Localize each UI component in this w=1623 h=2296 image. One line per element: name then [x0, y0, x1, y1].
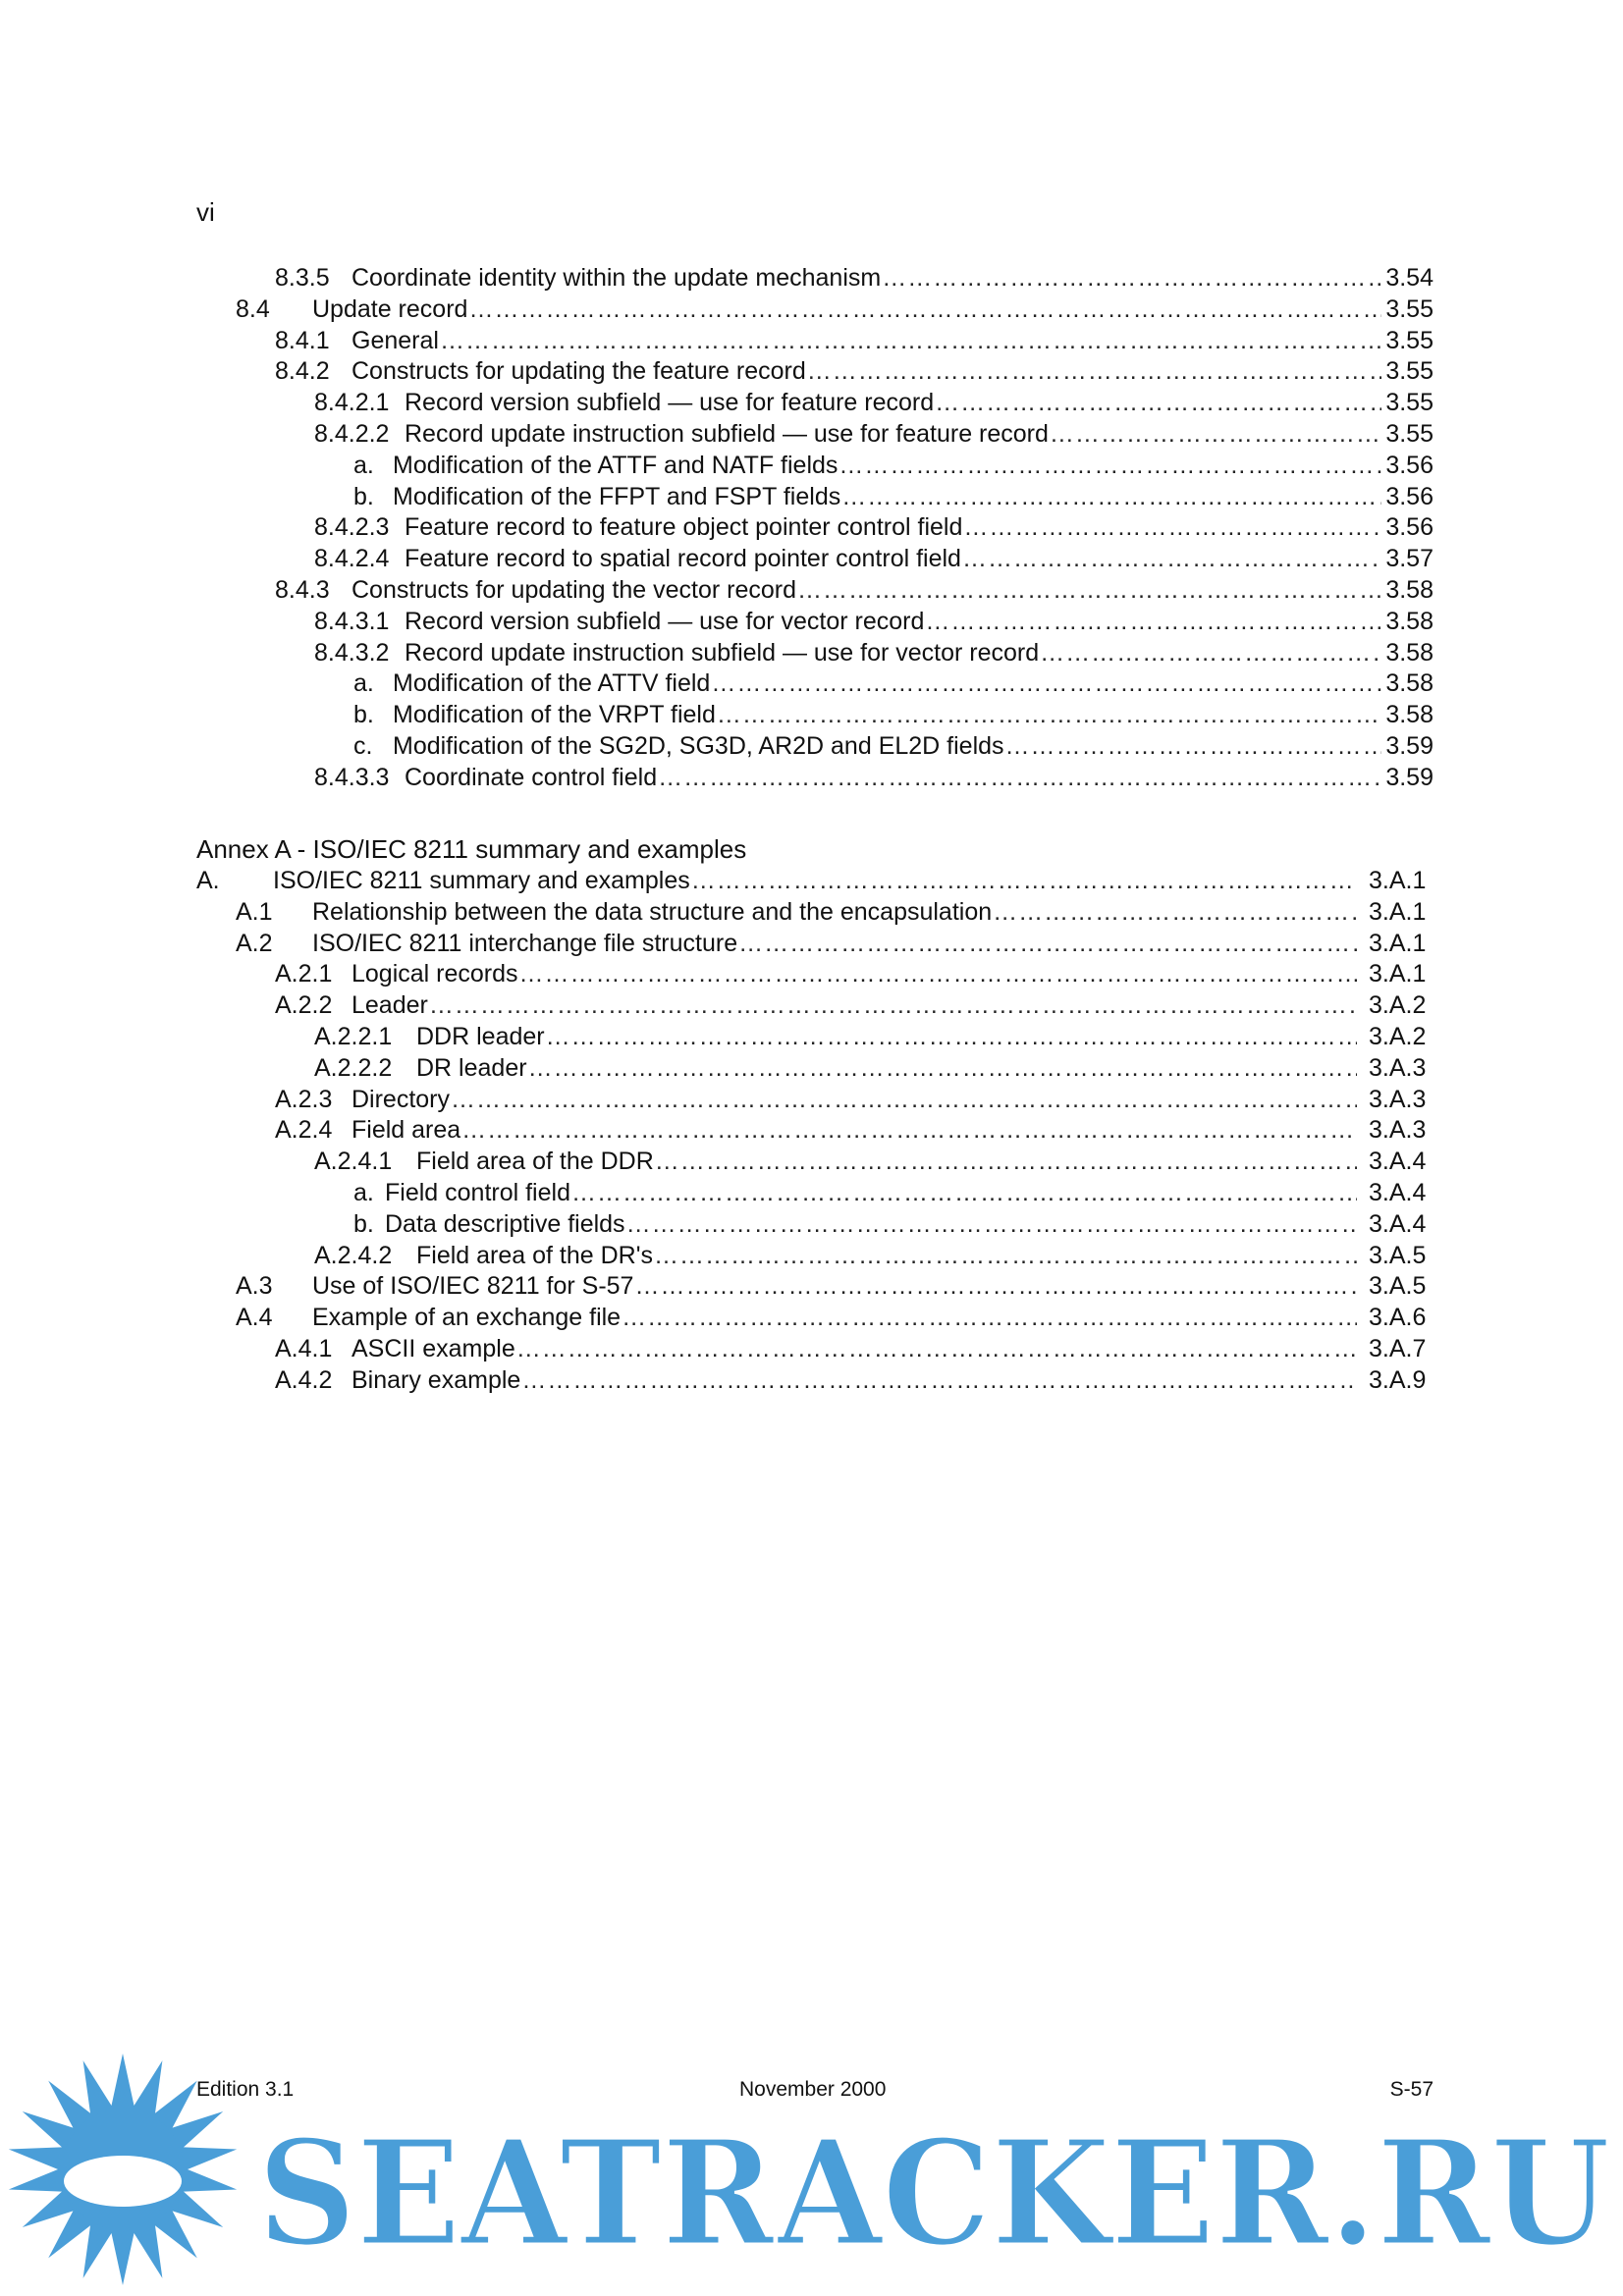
toc-entry-page: 3.54 — [1385, 264, 1434, 292]
toc-entry-title: Data descriptive fields — [385, 1209, 625, 1238]
toc-entry-number: a. — [353, 451, 374, 479]
toc-entry — [196, 1115, 1434, 1147]
toc-entry-title: ASCII example — [352, 1334, 515, 1362]
toc-entry — [196, 419, 1434, 451]
toc-entry-title: Field area of the DDR — [416, 1148, 654, 1176]
toc-entry-number: A.2.2.1 — [314, 1022, 393, 1050]
toc-entry-number: 8.4.3 — [275, 575, 330, 604]
toc-entry-page: 3.A.3 — [1369, 1085, 1427, 1113]
toc-entry — [196, 575, 1434, 607]
toc-entry — [196, 1303, 1434, 1334]
toc-entry-number: b. — [353, 701, 374, 729]
toc-dot-leader — [797, 575, 1381, 607]
toc-entry — [196, 1209, 1434, 1241]
toc-entry — [196, 1365, 1434, 1397]
toc-entry-page: 3.56 — [1385, 482, 1434, 510]
toc-entry — [196, 544, 1434, 575]
toc-dot-leader — [962, 544, 1381, 575]
toc-dot-leader — [1050, 419, 1381, 451]
toc-entry-page: 3.59 — [1385, 731, 1434, 760]
toc-entry-page: 3.A.7 — [1369, 1334, 1427, 1362]
toc-dot-leader — [1040, 638, 1381, 669]
toc-dot-leader — [634, 1271, 1357, 1303]
toc-entry-number: 8.4.1 — [275, 326, 330, 354]
toc-dot-leader — [429, 990, 1357, 1022]
toc-entry — [196, 1022, 1434, 1053]
seatracker-watermark — [0, 2052, 1623, 2296]
toc-entry-number: A.4 — [236, 1304, 273, 1332]
toc-entry-title: Binary example — [352, 1365, 521, 1394]
toc-dot-leader — [626, 1209, 1357, 1241]
toc-entry-number: 8.4.2 — [275, 357, 330, 386]
toc-entry-number: A.1 — [236, 897, 273, 926]
toc-entry-page: 3.55 — [1385, 419, 1434, 448]
toc-entry — [196, 1178, 1434, 1209]
watermark-text: SEATRACKER.RU — [257, 2108, 1610, 2278]
toc-entry — [196, 1053, 1434, 1085]
toc-entry — [196, 763, 1434, 794]
toc-entry — [196, 866, 1434, 897]
toc-entry-page: 3.A.6 — [1369, 1304, 1427, 1332]
toc-entry — [196, 356, 1434, 388]
toc-entry-title: Coordinate control field — [405, 763, 658, 791]
toc-entry-page: 3.A.1 — [1369, 929, 1427, 957]
toc-entry-title: DDR leader — [416, 1022, 545, 1050]
toc-entry-page: 3.55 — [1385, 294, 1434, 323]
toc-dot-leader — [839, 451, 1381, 482]
toc-entry — [196, 1334, 1434, 1365]
page-label: vi — [196, 197, 215, 227]
toc-entry-title: Modification of the ATTV field — [393, 669, 711, 698]
toc-dot-leader — [528, 1053, 1357, 1085]
toc-entry-page: 3.A.5 — [1369, 1241, 1427, 1269]
toc-entry-page: 3.59 — [1385, 763, 1434, 791]
toc-entry-number: a. — [353, 1178, 374, 1206]
toc-entry-page: 3.A.1 — [1369, 867, 1427, 894]
toc-entry-number: A.3 — [236, 1272, 273, 1301]
toc-entry-page: 3.57 — [1385, 545, 1434, 573]
toc-entry — [196, 1271, 1434, 1303]
toc-dot-leader — [516, 1334, 1357, 1365]
toc-entry — [196, 388, 1434, 419]
toc-entry-page: 3.A.1 — [1369, 960, 1427, 988]
toc-entry-page: 3.58 — [1385, 701, 1434, 729]
toc-entry-title: Feature record to feature object pointer control field — [405, 513, 963, 542]
toc-entry-page: 3.55 — [1385, 326, 1434, 354]
toc-entry — [196, 294, 1434, 326]
toc-entry-number: 8.4.3.3 — [314, 763, 390, 791]
toc-dot-leader — [521, 1365, 1357, 1397]
toc-entry-page: 3.A.4 — [1369, 1178, 1427, 1206]
toc-entry-title: Use of ISO/IEC 8211 for S-57 — [312, 1272, 634, 1301]
toc-dot-leader — [925, 607, 1381, 638]
toc-dot-leader — [711, 668, 1381, 700]
toc-entry-page: 3.58 — [1385, 607, 1434, 635]
toc-entry-title: Modification of the FFPT and FSPT fields — [393, 482, 841, 510]
annex-a-section — [196, 832, 1434, 1397]
toc-entry — [196, 959, 1434, 990]
toc-entry-page: 3.A.3 — [1369, 1116, 1427, 1145]
toc-entry-title: ISO/IEC 8211 interchange file structure — [312, 929, 738, 957]
toc-entry-number: 8.4 — [236, 294, 270, 323]
toc-entry-title: Record update instruction subfield — use for vector record — [405, 638, 1040, 667]
toc-entry-title: Logical records — [352, 960, 518, 988]
toc-entry-number: a. — [353, 669, 374, 698]
toc-entry — [196, 1241, 1434, 1272]
toc-dot-leader — [546, 1022, 1357, 1053]
toc-dot-leader — [655, 1147, 1357, 1178]
toc-dot-leader — [935, 388, 1381, 419]
toc-entry-page: 3.56 — [1385, 451, 1434, 479]
toc-entry-number: A.4.1 — [275, 1334, 333, 1362]
toc-section-8 — [196, 263, 1434, 794]
toc-entry-number: 8.4.2.1 — [314, 389, 390, 417]
toc-dot-leader — [519, 959, 1357, 990]
toc-entry — [196, 607, 1434, 638]
toc-dot-leader — [807, 356, 1382, 388]
toc-dot-leader — [658, 763, 1381, 794]
toc-entry-number: c. — [353, 731, 373, 760]
footer-standard: S-57 — [1389, 2078, 1434, 2101]
toc-dot-leader — [622, 1303, 1357, 1334]
toc-entry — [196, 326, 1434, 357]
toc-dot-leader — [738, 929, 1357, 960]
footer-edition: Edition 3.1 — [196, 2078, 295, 2101]
toc-entry-title: DR leader — [416, 1053, 527, 1082]
toc-entry-page: 3.A.9 — [1369, 1365, 1427, 1394]
toc-dot-leader — [963, 512, 1381, 544]
toc-entry-number: A.2.4.2 — [314, 1241, 393, 1269]
toc-entry-title: Leader — [352, 991, 428, 1020]
toc-entry-title: Update record — [312, 294, 468, 323]
toc-entry-title: Field area of the DR's — [416, 1241, 653, 1269]
toc-entry — [196, 482, 1434, 513]
toc-dot-leader — [468, 294, 1381, 326]
toc-dot-leader — [1005, 731, 1382, 763]
toc-dot-leader — [717, 700, 1381, 731]
toc-entry-number: A.4.2 — [275, 1365, 333, 1394]
toc-entry — [196, 668, 1434, 700]
toc-entry-title: Modification of the SG2D, SG3D, AR2D and EL2D fields — [393, 731, 1004, 760]
toc-entry-number: A.2.4 — [275, 1116, 333, 1145]
toc-entry-page: 3.55 — [1385, 389, 1434, 417]
toc-dot-leader — [882, 263, 1381, 294]
toc-entry-number: 8.4.3.1 — [314, 607, 390, 635]
toc-entry-number: 8.3.5 — [275, 264, 330, 292]
toc-annex-a — [196, 866, 1434, 1397]
toc-entry-number: A.2.2.2 — [314, 1053, 393, 1082]
toc-entry-number: 8.4.2.3 — [314, 513, 390, 542]
toc-entry-title: Example of an exchange file — [312, 1304, 622, 1332]
toc-entry-page: 3.A.4 — [1369, 1148, 1427, 1176]
toc-entry-page: 3.58 — [1385, 669, 1434, 698]
toc-entry-page: 3.A.3 — [1369, 1053, 1427, 1082]
toc-dot-leader — [841, 482, 1381, 513]
toc-entry-number: 8.4.3.2 — [314, 638, 390, 667]
toc-entry-page: 3.A.4 — [1369, 1209, 1427, 1238]
toc-entry — [196, 929, 1434, 960]
toc-entry — [196, 512, 1434, 544]
toc-dot-leader — [440, 326, 1381, 357]
toc-dot-leader — [451, 1085, 1357, 1116]
toc-entry — [196, 990, 1434, 1022]
toc-entry-number: A. — [196, 867, 220, 894]
toc-entry — [196, 1147, 1434, 1178]
toc-dot-leader — [461, 1115, 1357, 1147]
toc-dot-leader — [993, 897, 1357, 929]
toc-entry — [196, 638, 1434, 669]
toc-entry-title: Field control field — [385, 1178, 570, 1206]
toc-entry-title: Constructs for updating the vector record — [352, 575, 797, 604]
toc-entry-title: Coordinate identity within the update mechanism — [352, 264, 882, 292]
toc-entry — [196, 897, 1434, 929]
toc-entry — [196, 263, 1434, 294]
toc-entry-title: Field area — [352, 1116, 461, 1145]
annex-heading: Annex A - ISO/IEC 8211 summary and examples — [196, 834, 747, 864]
toc-entry-title: Constructs for updating the feature record — [352, 357, 806, 386]
toc-entry-number: A.2.1 — [275, 960, 333, 988]
toc-entry — [196, 1085, 1434, 1116]
toc-entry-title: Record update instruction subfield — use for feature record — [405, 419, 1049, 448]
toc-entry-number: A.2.3 — [275, 1085, 333, 1113]
toc-entry-title: Modification of the VRPT field — [393, 701, 716, 729]
toc-entry-number: A.2.4.1 — [314, 1148, 393, 1176]
toc-entry — [196, 731, 1434, 763]
toc-entry-page: 3.A.2 — [1369, 1022, 1427, 1050]
toc-entry-title: Record version subfield — use for feature record — [405, 389, 935, 417]
toc-dot-leader — [691, 866, 1357, 897]
toc-entry-number: 8.4.2.4 — [314, 545, 390, 573]
toc-entry-page: 3.A.1 — [1369, 897, 1427, 926]
toc-entry — [196, 451, 1434, 482]
toc-entry-page: 3.A.5 — [1369, 1272, 1427, 1301]
toc-entry-number: b. — [353, 482, 374, 510]
toc-entry-title: Record version subfield — use for vector record — [405, 607, 925, 635]
toc-entry-page: 3.56 — [1385, 513, 1434, 542]
toc-entry-title: General — [352, 326, 439, 354]
footer-date: November 2000 — [739, 2078, 887, 2101]
toc-entry-page: 3.55 — [1385, 357, 1434, 386]
sun-logo-icon — [9, 2054, 237, 2285]
toc-dot-leader — [654, 1241, 1357, 1272]
toc-entry-title: Directory — [352, 1085, 451, 1113]
toc-entry — [196, 700, 1434, 731]
toc-entry-title: Feature record to spatial record pointer control field — [405, 545, 961, 573]
toc-entry-page: 3.58 — [1385, 638, 1434, 667]
toc-entry-page: 3.58 — [1385, 575, 1434, 604]
toc-entry-number: A.2 — [236, 929, 273, 957]
toc-entry-number: A.2.2 — [275, 991, 333, 1020]
toc-entry-page: 3.A.2 — [1369, 991, 1427, 1020]
toc-entry-title: Relationship between the data structure and the encapsulation — [312, 897, 993, 926]
toc-entry-title: Modification of the ATTF and NATF fields — [393, 451, 839, 479]
toc-dot-leader — [571, 1178, 1357, 1209]
toc-entry-number: b. — [353, 1209, 374, 1238]
toc-entry-number: 8.4.2.2 — [314, 419, 390, 448]
toc-entry-title: ISO/IEC 8211 summary and examples — [273, 867, 690, 894]
